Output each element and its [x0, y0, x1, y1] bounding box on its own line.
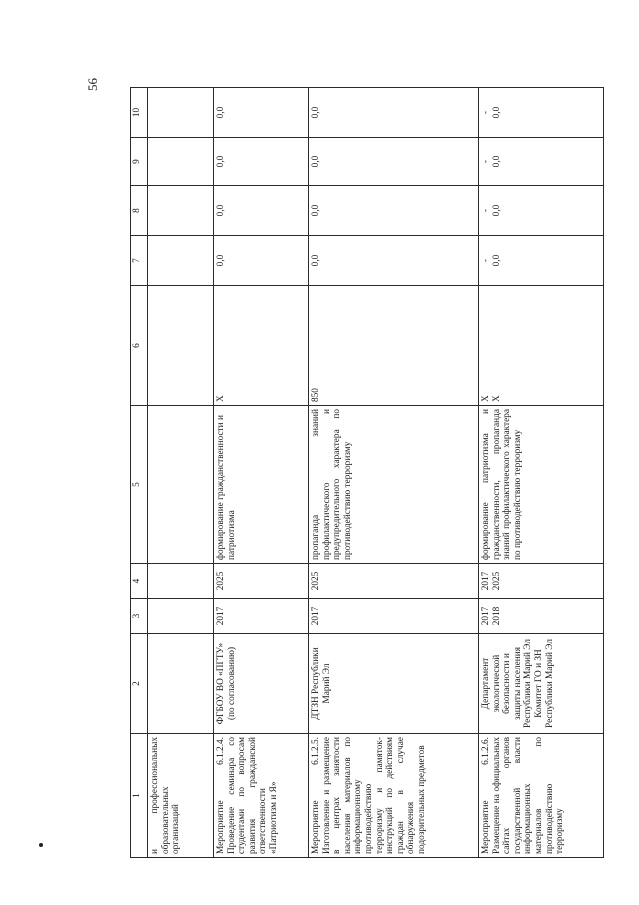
page-number: 56	[85, 78, 100, 91]
col-header-9: 9	[131, 138, 148, 186]
result-cell: пропаганда знаний профилактического и предупредительного характера по противодействию терроризму	[309, 406, 479, 564]
measure-cell: Мероприятие 6.1.2.4. Проведение семинара со студентами по вопросам развития гражданской ответственности «Патриотизм и Я»	[214, 734, 309, 858]
executor-cell	[148, 634, 214, 734]
table-row	[214, 88, 309, 858]
value-cell-7: - 0,0	[479, 236, 604, 286]
header-row	[131, 88, 148, 858]
value-cell-7: 0,0	[214, 236, 309, 286]
value-cell-10: 0,0	[309, 88, 479, 138]
col-header-1: 1	[131, 734, 148, 858]
end-year-cell: 2017 2025	[479, 564, 604, 599]
value-cell-10: - 0,0	[479, 88, 604, 138]
indicator-cell: X X	[479, 286, 604, 406]
col-header-10: 10	[131, 88, 148, 138]
value-cell-7	[148, 236, 214, 286]
rotated-table-container	[130, 88, 639, 858]
result-cell	[148, 406, 214, 564]
value-cell-8: 0,0	[309, 186, 479, 236]
table-row	[309, 88, 479, 858]
value-cell-8	[148, 186, 214, 236]
start-year-cell: 2017	[214, 599, 309, 634]
start-year-cell	[148, 599, 214, 634]
value-cell-9	[148, 138, 214, 186]
value-cell-9: - 0,0	[479, 138, 604, 186]
indicator-cell: X	[214, 286, 309, 406]
measure-cell: Мероприятие 6.1.2.6. Размещение на официальных сайтах органов государственной власти информационных материалов по противодействию терроризму	[479, 734, 604, 858]
program-measures-table	[130, 87, 604, 858]
table-row	[479, 88, 604, 858]
value-cell-8: 0,0	[214, 186, 309, 236]
col-header-7: 7	[131, 236, 148, 286]
col-header-6: 6	[131, 286, 148, 406]
indicator-cell	[148, 286, 214, 406]
executor-cell: ДТЗН Республики Марий Эл	[309, 634, 479, 734]
executor-cell: Департамент экологической безопасности и защиты населения Республики Марий Эл Комитет ГО и ЗН Республики Марий Эл	[479, 634, 604, 734]
start-year-cell: 2017 2018	[479, 599, 604, 634]
value-cell-7: 0,0	[309, 236, 479, 286]
end-year-cell	[148, 564, 214, 599]
end-year-cell: 2025	[214, 564, 309, 599]
col-header-4: 4	[131, 564, 148, 599]
result-cell: формирование патриотизма и гражданственности, пропаганда знаний профилактического характера по противодействию терроризму	[479, 406, 604, 564]
col-header-8: 8	[131, 186, 148, 236]
value-cell-9: 0,0	[214, 138, 309, 186]
end-year-cell: 2025	[309, 564, 479, 599]
value-cell-10	[148, 88, 214, 138]
col-header-5: 5	[131, 406, 148, 564]
start-year-cell: 2017	[309, 599, 479, 634]
result-cell: формирование гражданственности и патриотизма	[214, 406, 309, 564]
value-cell-8: - 0,0	[479, 186, 604, 236]
measure-cell: Мероприятие 6.1.2.5. Изготовление и размещение в центрах занятости населения материалов по информационному противодействию терроризму и памяток-инструкций по действиям граждан в случае обнаружения подозрительных предметов	[309, 734, 479, 858]
value-cell-10: 0,0	[214, 88, 309, 138]
col-header-2: 2	[131, 634, 148, 734]
indicator-cell: 850	[309, 286, 479, 406]
value-cell-9: 0,0	[309, 138, 479, 186]
measure-cell: и профессиональных образовательных организаций	[148, 734, 214, 858]
executor-cell: ФГБОУ ВО «ПГТУ» (по согласованию)	[214, 634, 309, 734]
table-row	[148, 88, 214, 858]
scan-dot	[39, 843, 43, 847]
col-header-3: 3	[131, 599, 148, 634]
